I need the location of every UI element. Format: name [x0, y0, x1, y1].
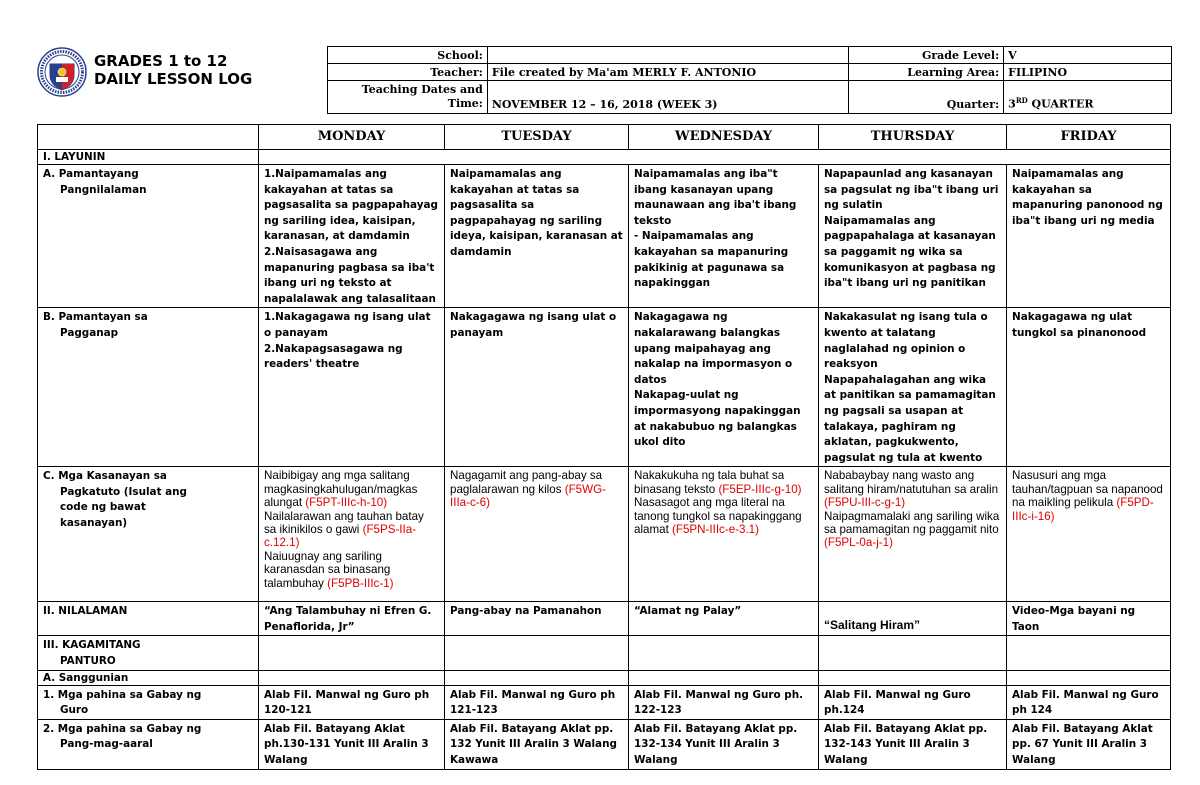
- gg-friday: Alab Fil. Manwal ng Guro ph 124: [1007, 685, 1171, 719]
- label-gm-1: 2. Mga pahina sa Gabay ng: [43, 722, 202, 735]
- label-nilalaman: II. NILALAMAN: [38, 602, 259, 636]
- sang-wednesday: [629, 670, 819, 685]
- kas-tuesday: [445, 467, 629, 602]
- kas-friday-1: [1012, 469, 1165, 523]
- kas-friday: [1007, 467, 1171, 602]
- pag-thursday-2: Napapahalagahan ang wika at panitikan sa pamamagitan ng pagsali sa usapan at talakaya, paghiram ng aklatan, pagkukwento, pagsulat ng tula at kwento: [824, 373, 996, 464]
- row-kagamitan: [38, 636, 1171, 670]
- label-pangnilalaman: [38, 165, 259, 308]
- pag-tuesday: [445, 308, 629, 467]
- gm-friday: Alab Fil. Batayang Aklat pp. 67 Yunit III Aralin 3 Walang: [1007, 719, 1171, 769]
- kas-monday-1: [264, 469, 439, 509]
- quarter-num: 3: [1008, 98, 1016, 111]
- lesson-log-table: [37, 124, 1171, 770]
- label-kasanayan: [38, 467, 259, 602]
- label-kas-3: code ng bawat: [60, 501, 146, 514]
- pag-wednesday-2: Nakapag-uulat ng impormasyong napakinggan at nakabubuo ng balangkas ukol dito: [634, 389, 801, 449]
- header-info-table: [327, 46, 1172, 114]
- corner-cell: [38, 125, 259, 150]
- pag-monday-1: 1.Nakagagawa ng isang ulat o panayam: [264, 311, 431, 339]
- nil-tuesday: Pang-abay na Pamanahon: [445, 602, 629, 636]
- gg-wednesday: Alab Fil. Manwal ng Guro ph. 122-123: [629, 685, 819, 719]
- row-sanggunian: [38, 670, 1171, 685]
- kag-thursday: [819, 636, 1007, 670]
- kas-wednesday: [629, 467, 819, 602]
- sang-friday: [1007, 670, 1171, 685]
- document-title: [94, 52, 252, 88]
- day-friday: FRIDAY: [1007, 125, 1171, 150]
- nil-friday: Video-Mga bayani ng Taon: [1007, 602, 1171, 636]
- pang-monday-2: 2.Naisasagawa ang mapanuring pagbasa sa iba't ibang uri ng teksto at napalalawak ang talasalitaan: [264, 245, 436, 305]
- kag-tuesday: [445, 636, 629, 670]
- pang-thursday: [819, 165, 1007, 308]
- quarter-value: [1004, 81, 1172, 114]
- area-label: Learning Area:: [849, 64, 1004, 81]
- pang-monday: [259, 165, 445, 308]
- gm-tuesday: Alab Fil. Batayang Aklat pp. 132 Yunit III Aralin 3 Walang Kawawa: [445, 719, 629, 769]
- kag-friday: [1007, 636, 1171, 670]
- pag-thursday-1: Nakakasulat ng isang tula o kwento at talatang naglalahad ng opinion o reaksyon: [824, 311, 988, 371]
- dates-value: NOVEMBER 12 – 16, 2018 (WEEK 3): [487, 81, 849, 114]
- kas-thursday-1-text: Nababaybay nang wasto ang salitang hiram/natutuhan sa aralin: [824, 469, 999, 496]
- kas-thursday: [819, 467, 1007, 602]
- kas-friday-1-code: (F5PD-IIIc-i-16): [1012, 496, 1154, 523]
- pag-friday-1: Nakagagawa ng ulat tungkol sa pinanonood: [1012, 311, 1147, 339]
- kag-wednesday: [629, 636, 819, 670]
- kas-monday-2: [264, 510, 439, 550]
- quarter-label: Quarter:: [849, 81, 1004, 114]
- kas-thursday-1-code: (F5PU-III-c-g-1): [824, 496, 906, 510]
- kas-thursday-2: [824, 510, 1001, 550]
- gg-thursday: Alab Fil. Manwal ng Guro ph.124: [819, 685, 1007, 719]
- row-gabay-guro: [38, 685, 1171, 719]
- grade-label: Grade Level:: [849, 47, 1004, 64]
- kas-monday-1-text: Naibibigay ang mga salitang magkasingkahulugan/magkas alungat: [264, 469, 418, 510]
- quarter-sup: RD: [1015, 96, 1028, 106]
- row-kasanayan: [38, 467, 1171, 602]
- pag-monday: [259, 308, 445, 467]
- nil-thursday: “Salitang Hiram”: [819, 602, 1007, 636]
- row-pangnilalaman: [38, 165, 1171, 308]
- kas-tuesday-1-text: Nagagamit ang pang-abay sa paglalarawan ng kilos: [450, 469, 603, 496]
- row-pagganap: [38, 308, 1171, 467]
- label-kas-2: Pagkatuto (Isulat ang: [60, 485, 187, 498]
- label-kag-2: PANTURO: [60, 655, 116, 668]
- kas-monday-3: [264, 550, 439, 590]
- kas-monday-3-code: (F5PB-IIIc-1): [327, 576, 394, 590]
- nil-wednesday: “Alamat ng Palay”: [629, 602, 819, 636]
- day-wednesday: WEDNESDAY: [629, 125, 819, 150]
- label-kas-4: kasanayan): [60, 517, 128, 530]
- pag-tuesday-1: Nakagagawa ng isang ulat o panayam: [450, 311, 617, 339]
- label-gabay-mag: [38, 719, 259, 769]
- kas-wednesday-1-text: Nakakukuha ng tala buhat sa binasang teksto: [634, 469, 785, 496]
- row-gabay-mag: [38, 719, 1171, 769]
- pag-wednesday: [629, 308, 819, 467]
- pang-friday-1: Naipamamalas ang kakayahan sa mapanuring panonood ng iba"t ibang uri ng media: [1012, 168, 1163, 227]
- dates-label-2: Time:: [447, 97, 483, 110]
- kas-wednesday-2-text: Nasasagot ang mga literal na tanong tungkol sa napakinggang alamat: [634, 496, 802, 536]
- kas-wednesday-1: [634, 469, 813, 496]
- pang-tuesday-1: Naipamamalas ang kakayahan at tatas sa pagsasalita sa pagpapahayag ng sariling ideya, kaisipan, karanasan at damdamin: [450, 168, 623, 258]
- gm-thursday: Alab Fil. Batayang Aklat pp. 132-143 Yunit III Aralin 3 Walang: [819, 719, 1007, 769]
- nil-monday: “Ang Talambuhay ni Efren G. Penaflorida, Jr”: [259, 602, 445, 636]
- day-tuesday: TUESDAY: [445, 125, 629, 150]
- kas-friday-1-text: Nasusuri ang mga tauhan/tagpuan sa napanood na maikling pelikula: [1012, 469, 1163, 510]
- gm-monday: Alab Fil. Batayang Aklat ph.130-131 Yunit III Aralin 3 Walang: [259, 719, 445, 769]
- label-kagamitan: [38, 636, 259, 670]
- label-pang-2: Pangnilalaman: [60, 183, 147, 196]
- pang-friday: [1007, 165, 1171, 308]
- dates-label: [328, 81, 488, 114]
- area-value: FILIPINO: [1004, 64, 1172, 81]
- label-gabay-guro: [38, 685, 259, 719]
- label-sanggunian: A. Sanggunian: [38, 670, 259, 685]
- day-monday: MONDAY: [259, 125, 445, 150]
- pang-thursday-2: Naipamamalas ang pagpapahalaga at kasanayan sa paggamit ng wika sa komunikasyon at pagbasa ng iba"t ibang uri ng panitikan: [824, 214, 996, 290]
- school-value: [487, 47, 849, 64]
- grade-value: V: [1004, 47, 1172, 64]
- kas-monday-3-text: Naiuugnay ang sariling karanasdan sa binasang talambuhay: [264, 549, 391, 590]
- label-layunin: I. LAYUNIN: [38, 150, 259, 165]
- dates-label-1: Teaching Dates and: [361, 83, 483, 96]
- pang-tuesday: [445, 165, 629, 308]
- quarter-text: QUARTER: [1027, 98, 1094, 111]
- label-kag-1: III. KAGAMITANG: [43, 639, 141, 652]
- label-pang-1: A. Pamantayang: [43, 168, 139, 180]
- pang-monday-1: 1.Naipamamalas ang kakayahan at tatas sa pagsasalita sa pagpapahayag ng sariling idea, kaisipan, karanasan, at damdamin: [264, 168, 438, 243]
- title-line-1: GRADES 1 to 12: [94, 52, 228, 70]
- label-pag-2: Pagganap: [60, 326, 119, 339]
- gg-tuesday: Alab Fil. Manwal ng Guro ph 121-123: [445, 685, 629, 719]
- sang-thursday: [819, 670, 1007, 685]
- sang-monday: [259, 670, 445, 685]
- sang-tuesday: [445, 670, 629, 685]
- gg-monday: Alab Fil. Manwal ng Guro ph 120-121: [259, 685, 445, 719]
- kas-monday: [259, 467, 445, 602]
- teacher-label: Teacher:: [328, 64, 488, 81]
- day-header-row: [38, 125, 1171, 150]
- kas-thursday-2-text: Naipagmamalaki ang sariling wika sa pamamagitan ng paggamit nito: [824, 509, 1000, 536]
- row-layunin: [38, 150, 1171, 165]
- kas-tuesday-1: [450, 469, 623, 509]
- pag-thursday: [819, 308, 1007, 467]
- day-thursday: THURSDAY: [819, 125, 1007, 150]
- kas-monday-2-code: (F5PS-IIa-c.12.1): [264, 522, 417, 550]
- kas-thursday-1: [824, 469, 1001, 509]
- kas-monday-1-code: (F5PT-IIIc-h-10): [305, 496, 388, 510]
- kag-monday: [259, 636, 445, 670]
- label-gg-1: 1. Mga pahina sa Gabay ng: [43, 688, 202, 701]
- title-line-2: DAILY LESSON LOG: [94, 70, 253, 88]
- pag-friday: [1007, 308, 1171, 467]
- pang-wednesday-1: Naipamamalas ang iba"t ibang kasanayan upang maunawaan ang iba't ibang teksto: [634, 168, 797, 227]
- teacher-value: File created by Ma'am MERLY F. ANTONIO: [487, 64, 849, 81]
- kas-thursday-2-code: (F5PL-0a-j-1): [824, 536, 893, 550]
- label-kas-1: C. Mga Kasanayan sa: [43, 470, 167, 483]
- label-gg-2: Guro: [60, 704, 89, 717]
- kas-tuesday-1-code: (F5WG-IIIa-c-6): [450, 482, 606, 510]
- school-label: School:: [328, 47, 488, 64]
- label-pag-1: B. Pamantayan sa: [43, 311, 148, 324]
- deped-seal-icon: [37, 47, 87, 97]
- kas-wednesday-2-code: (F5PN-IIIc-e-3.1): [672, 522, 759, 536]
- label-gm-2: Pang-mag-aaral: [60, 738, 153, 751]
- layunin-blank: [259, 150, 1171, 165]
- pang-thursday-1: Napapaunlad ang kasanayan sa pagsulat ng iba"t ibang uri ng sulatin: [824, 168, 999, 212]
- pang-wednesday: [629, 165, 819, 308]
- pag-wednesday-1: Nakagagawa ng nakalarawang balangkas upang maipahayag ang nakalap na impormasyon o datos: [634, 311, 793, 386]
- row-nilalaman: [38, 602, 1171, 636]
- label-pagganap: [38, 308, 259, 467]
- kas-wednesday-1-code: (F5EP-IIIc-g-10): [718, 482, 802, 496]
- kas-monday-2-text: Nailalarawan ang tauhan batay sa ikinikilos o gawi: [264, 509, 424, 536]
- pang-wednesday-2: - Naipamamalas ang kakayahan sa mapanuring pakikinig at pagunawa sa napakinggan: [634, 230, 789, 290]
- pag-monday-2: 2.Nakapagsasagawa ng readers' theatre: [264, 342, 403, 371]
- gm-wednesday: Alab Fil. Batayang Aklat pp. 132-134 Yunit III Aralin 3 Walang: [629, 719, 819, 769]
- kas-wednesday-2: [634, 496, 813, 536]
